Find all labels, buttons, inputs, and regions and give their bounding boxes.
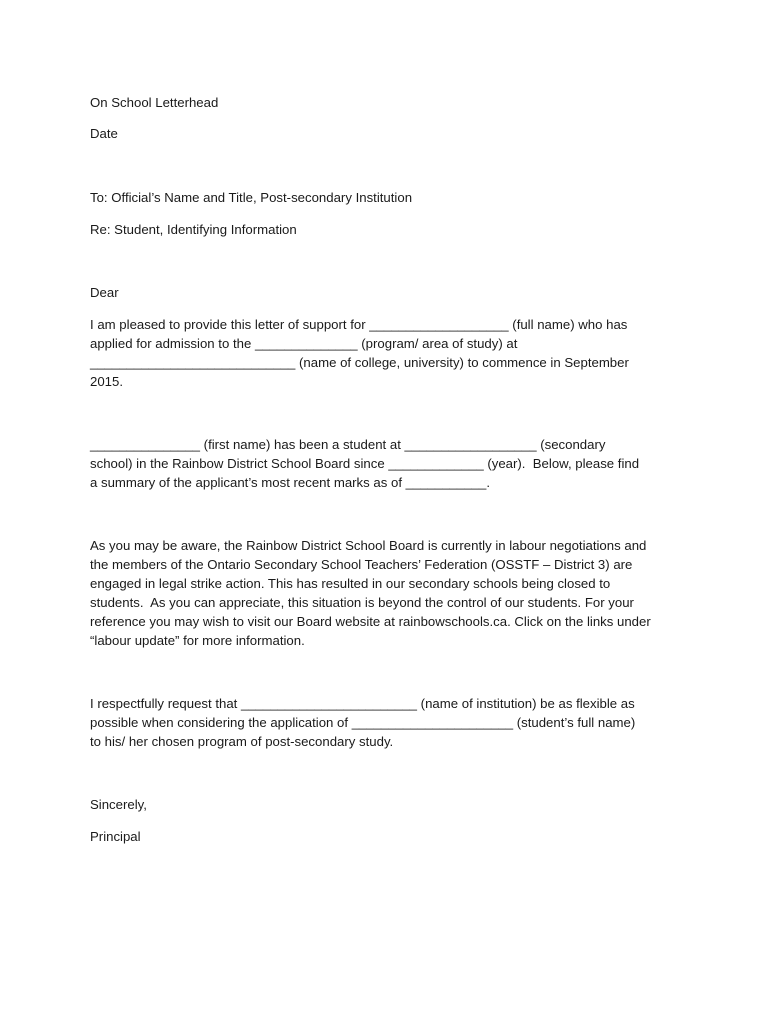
subject-line: Re: Student, Identifying Information (90, 222, 297, 237)
paragraph-line: the members of the Ontario Secondary School Teachers’ Federation (OSSTF – District 3) are (90, 557, 633, 572)
paragraph-line: ____________________________ (name of college, university) to commence in September (90, 355, 629, 370)
paragraph-support (90, 315, 690, 391)
recipient-line: To: Official’s Name and Title, Post-secondary Institution (90, 190, 413, 205)
paragraph-line: I respectfully request that ________________________ (name of institution) be as flexible as (90, 696, 635, 711)
paragraph-line: to his/ her chosen program of post-secondary study. (90, 734, 394, 749)
paragraph-line: applied for admission to the ______________ (program/ area of study) at (90, 336, 518, 351)
paragraph-student (90, 435, 690, 492)
paragraph-line: I am pleased to provide this letter of support for ___________________ (full name) who has (90, 317, 628, 332)
paragraph-line: students. As you can appreciate, this situation is beyond the control of our students. For your (90, 595, 634, 610)
paragraph-line: 2015. (90, 374, 124, 389)
paragraph-line: As you may be aware, the Rainbow District School Board is currently in labour negotiations and (90, 538, 647, 553)
closing: Sincerely, (90, 797, 147, 812)
paragraph-line: school) in the Rainbow District School Board since _____________ (year). Below, please find (90, 456, 640, 471)
paragraph-request (90, 694, 690, 751)
letterhead-line: On School Letterhead (90, 95, 219, 110)
paragraph-line: reference you may wish to visit our Board website at rainbowschools.ca. Click on the links under (90, 614, 651, 629)
paragraph-line: _______________ (first name) has been a student at __________________ (secondary (90, 437, 606, 452)
paragraph-line: a summary of the applicant’s most recent marks as of ___________. (90, 475, 490, 490)
paragraph-line: possible when considering the application of ______________________ (student’s full name) (90, 715, 636, 730)
paragraph-labour (90, 536, 690, 650)
salutation: Dear (90, 285, 119, 300)
signature-title: Principal (90, 829, 141, 844)
date-line: Date (90, 126, 118, 141)
paragraph-line: engaged in legal strike action. This has resulted in our secondary schools being closed to (90, 576, 611, 591)
paragraph-line: “labour update” for more information. (90, 633, 305, 648)
